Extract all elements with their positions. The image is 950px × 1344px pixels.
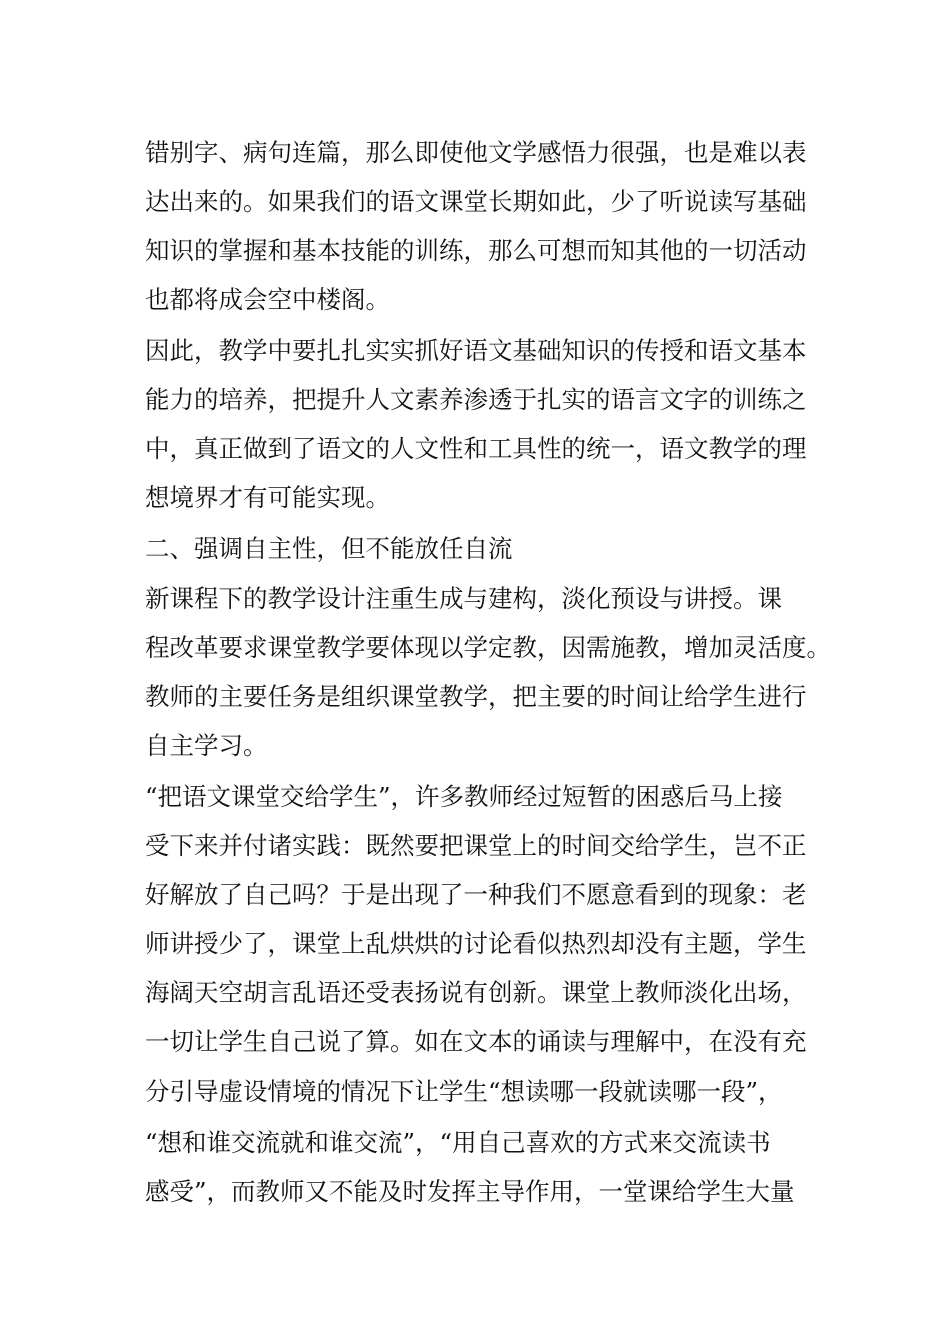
text-line: 中，真正做到了语文的人文性和工具性的统一，语文教学的理 <box>145 434 807 463</box>
text-line: 自主学习。 <box>145 731 268 760</box>
text-line: 分引导虚设情境的情况下让学生“想读哪一段就读哪一段”， <box>145 1077 783 1106</box>
text-line: 一切让学生自己说了算。如在文本的诵读与理解中，在没有充 <box>145 1027 807 1056</box>
text-line: 海阔天空胡言乱语还受表扬说有创新。课堂上教师淡化出场， <box>145 978 807 1007</box>
text-line: 师讲授少了，课堂上乱烘烘的讨论看似热烈却没有主题，学生 <box>145 929 807 958</box>
text-line: 知识的掌握和基本技能的训练，那么可想而知其他的一切活动 <box>145 236 807 265</box>
text-line: 感受”，而教师又不能及时发挥主导作用，一堂课给学生大量 <box>145 1177 795 1206</box>
text-line: 程改革要求课堂教学要体现以学定教，因需施教，增加灵活度。 <box>145 633 831 662</box>
text-line: 教师的主要任务是组织课堂教学，把主要的时间让给学生进行 <box>145 682 807 711</box>
text-line: 也都将成会空中楼阁。 <box>145 285 390 314</box>
text-line: 想境界才有可能实现。 <box>145 483 390 512</box>
text-line: 受下来并付诸实践：既然要把课堂上的时间交给学生，岂不正 <box>145 831 807 860</box>
text-line: “想和谁交流就和谁交流”，“用自己喜欢的方式来交流读书 <box>145 1128 771 1157</box>
text-line: 新课程下的教学设计注重生成与建构，淡化预设与讲授。课 <box>145 584 782 613</box>
section-heading: 二、强调自主性，但不能放任自流 <box>145 534 513 563</box>
text-line: 错别字、病句连篇，那么即使他文学感悟力很强，也是难以表 <box>145 138 807 167</box>
text-line: 能力的培养，把提升人文素养渗透于扎实的语言文字的训练之 <box>145 385 807 414</box>
text-line: “把语文课堂交给学生”，许多教师经过短暂的困惑后马上接 <box>145 782 783 811</box>
text-line: 达出来的。如果我们的语文课堂长期如此，少了听说读写基础 <box>145 187 807 216</box>
text-line: 因此，教学中要扎扎实实抓好语文基础知识的传授和语文基本 <box>145 336 807 365</box>
text-line: 好解放了自己吗？于是出现了一种我们不愿意看到的现象：老 <box>145 880 807 909</box>
